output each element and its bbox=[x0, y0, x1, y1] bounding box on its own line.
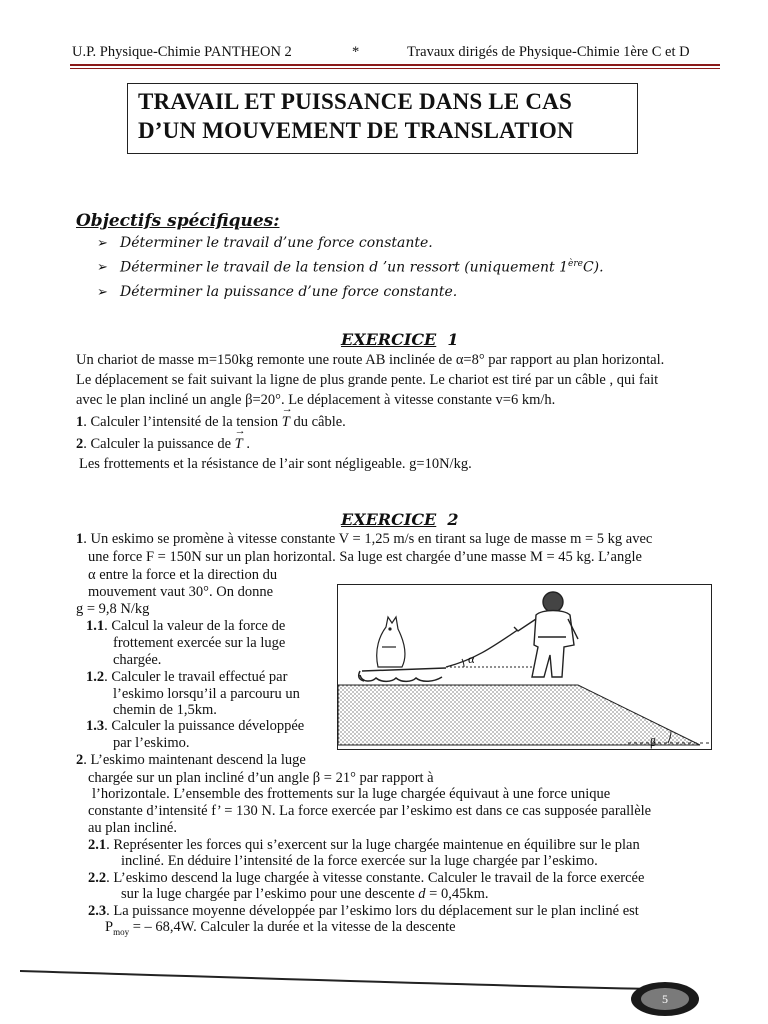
exercise2-text: constante d’intensité f’ = 130 N. La force exercée par l’eskimo est dans ce cas supposée parallèle bbox=[88, 803, 652, 819]
header-left: U.P. Physique-Chimie PANTHEON 2 bbox=[72, 44, 292, 60]
page-title-line1: TRAVAIL ET PUISSANCE DANS LE CAS bbox=[138, 89, 572, 114]
exercise1-text: Le déplacement se fait suivant la ligne de plus grande pente. Le chariot est tiré par un câble , qui fait bbox=[76, 372, 659, 388]
exercise2-question: 2.3. La puissance moyenne développée par l’eskimo lors du déplacement sur le plan incliné est bbox=[88, 903, 639, 919]
exercise2-text: l’horizontale. L’ensemble des frottements sur la luge chargée équivaut à une force unique bbox=[92, 786, 611, 802]
beta-label: β bbox=[650, 735, 657, 749]
exercise2-question-cont: chargée. bbox=[113, 652, 162, 668]
exercise2-question-cont: chemin de 1,5km. bbox=[113, 702, 217, 718]
exercise2-question-cont: l’eskimo lorsqu’il a parcouru un bbox=[113, 686, 300, 702]
exercise2-question-cont: frottement exercée sur la luge bbox=[113, 635, 286, 651]
bullet-arrow-icon: ➢ bbox=[97, 260, 108, 275]
eskimo-sled-illustration bbox=[338, 585, 711, 749]
hill-ground bbox=[338, 685, 700, 745]
alpha-label: α bbox=[468, 652, 475, 666]
exercise1-question: 1. Calculer l’intensité de la tension → T du câble. bbox=[76, 414, 346, 431]
exercise2-text: 2. L’eskimo maintenant descend la luge bbox=[76, 752, 306, 768]
header-rule bbox=[70, 64, 720, 66]
page-title-line2: D’UN MOUVEMENT DE TRANSLATION bbox=[138, 118, 574, 143]
bullet-arrow-icon: ➢ bbox=[97, 285, 108, 300]
exercise1-question: 2. Calculer la puissance de → T . bbox=[76, 436, 250, 453]
exercise2-question: 1.2. Calculer le travail effectué par bbox=[86, 669, 288, 685]
exercise2-question: 1.3. Calculer la puissance développée bbox=[86, 718, 305, 734]
eskimo-sled-figure bbox=[337, 584, 712, 750]
sled bbox=[359, 668, 446, 681]
page-number-badge bbox=[629, 980, 701, 1018]
exercise1-note: Les frottements et la résistance de l’air sont négligeable. g=10N/kg. bbox=[79, 456, 472, 472]
title-box bbox=[127, 83, 638, 154]
exercise2-question: 2.1. Représenter les forces qui s’exercent sur la luge chargée maintenue en équilibre sur le plan bbox=[88, 837, 640, 853]
exercise2-text: mouvement vaut 30°. On donne bbox=[88, 584, 274, 600]
objective-item: Déterminer la puissance d’une force constante. bbox=[120, 284, 458, 300]
exercise2-question: 1.1. Calcul la valeur de la force de bbox=[86, 618, 286, 634]
exercise2-heading: EXERCICE 2 bbox=[341, 510, 459, 529]
exercise2-text: une force F = 150N sur un plan horizontal. Sa luge est chargée d’une masse M = 45 kg. L’angle bbox=[88, 549, 642, 565]
exercise2-question-cont: sur la luge chargée par l’eskimo pour une descente d = 0,45km. bbox=[121, 886, 489, 902]
objective-item: Déterminer le travail de la tension d ’un ressort (uniquement 1èreC). bbox=[120, 259, 604, 276]
dog bbox=[377, 617, 405, 667]
exercise1-text: avec le plan incliné un angle β=20°. Le déplacement à vitesse constante v=6 km/h. bbox=[76, 392, 556, 408]
exercise2-question: 2.2. L’eskimo descend la luge chargée à vitesse constante. Calculer le travail de la force exercée bbox=[88, 870, 645, 886]
page-number: 5 bbox=[662, 992, 668, 1006]
exercise2-text: au plan incliné. bbox=[88, 820, 177, 836]
exercise2-text: 1. Un eskimo se promène à vitesse constante V = 1,25 m/s en tirant sa luge de masse m = 5 kg avec bbox=[76, 531, 653, 547]
header-right: Travaux dirigés de Physique-Chimie 1ère C et D bbox=[407, 44, 690, 60]
exercise2-question-cont: incliné. En déduire l’intensité de la force exercée sur la luge chargée par l’eskimo. bbox=[121, 853, 598, 869]
objectives-heading: Objectifs spécifiques: bbox=[76, 211, 280, 231]
header-rule-thin bbox=[70, 68, 720, 69]
bullet-arrow-icon: ➢ bbox=[97, 236, 108, 251]
exercise1-heading: EXERCICE 1 bbox=[341, 330, 459, 349]
header-star: * bbox=[352, 44, 360, 60]
exercise2-question-cont: par l’eskimo. bbox=[113, 735, 190, 751]
exercise1-text: Un chariot de masse m=150kg remonte une route AB inclinée de α=8° par rapport au plan horizontal. bbox=[76, 352, 665, 368]
exercise2-text: g = 9,8 N/kg bbox=[76, 601, 150, 617]
exercise2-text: α entre la force et la direction du bbox=[88, 567, 278, 583]
eskimo bbox=[514, 592, 578, 677]
exercise2-question-cont: $P_{moy}$ = – 68,4W. Calculer la durée et la vitesse de la descente bbox=[105, 919, 456, 937]
objective-item: Déterminer le travail d’une force constante. bbox=[120, 235, 433, 251]
exercise2-text: chargée sur un plan incliné d’un angle β = 21° par rapport à bbox=[88, 770, 434, 786]
footer-swoosh bbox=[20, 968, 650, 990]
